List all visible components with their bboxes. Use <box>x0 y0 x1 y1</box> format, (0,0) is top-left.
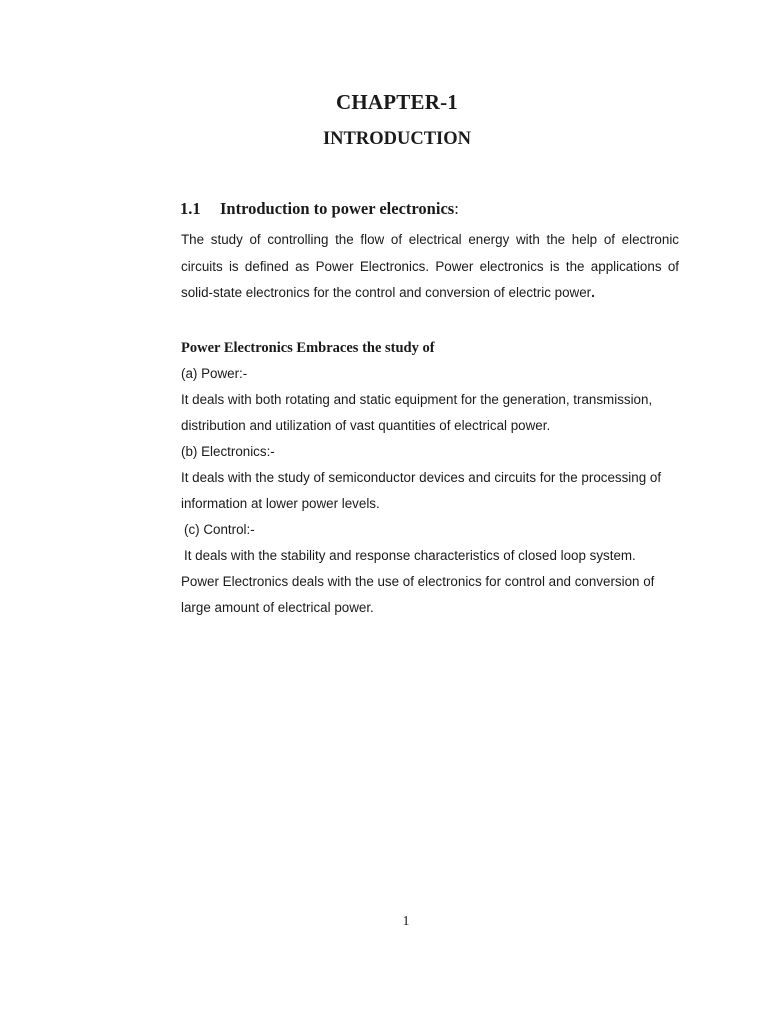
intro-paragraph-text: The study of controlling the flow of electrical energy with the help of electronic circuits is defined as Power Electronics. Power electronics is the applications of solid-state electronics for the control and conversion of electric power <box>181 232 679 300</box>
study-section <box>181 335 679 621</box>
section-title: Introduction to power electronics <box>220 199 455 218</box>
section-colon: : <box>454 199 459 218</box>
summary-line: Power Electronics deals with the use of electronics for control and conversion of <box>181 574 655 589</box>
control-description-line: It deals with the stability and response characteristics of closed loop system. <box>184 548 636 563</box>
power-description-line: distribution and utilization of vast quantities of electrical power. <box>181 418 551 433</box>
chapter-heading: CHAPTER-1 <box>336 90 458 114</box>
study-heading: Power Electronics Embraces the study of <box>181 340 435 356</box>
electronics-description-line: information at lower power levels. <box>181 496 380 511</box>
summary-line: large amount of electrical power. <box>181 600 374 615</box>
electronics-description-line: It deals with the study of semiconductor devices and circuits for the processing of <box>181 470 662 485</box>
power-label: (a) Power:- <box>181 366 248 381</box>
power-description-line: It deals with both rotating and static equipment for the generation, transmission, <box>181 392 653 407</box>
section-number: 1.1 <box>180 199 201 218</box>
intro-paragraph <box>181 227 679 307</box>
electronics-label: (b) Electronics:- <box>181 444 275 459</box>
intro-paragraph-end: . <box>591 285 595 300</box>
page-number: 1 <box>402 914 410 929</box>
section-heading <box>180 199 459 219</box>
chapter-title: INTRODUCTION <box>322 129 472 149</box>
control-label: (c) Control:- <box>184 522 255 537</box>
